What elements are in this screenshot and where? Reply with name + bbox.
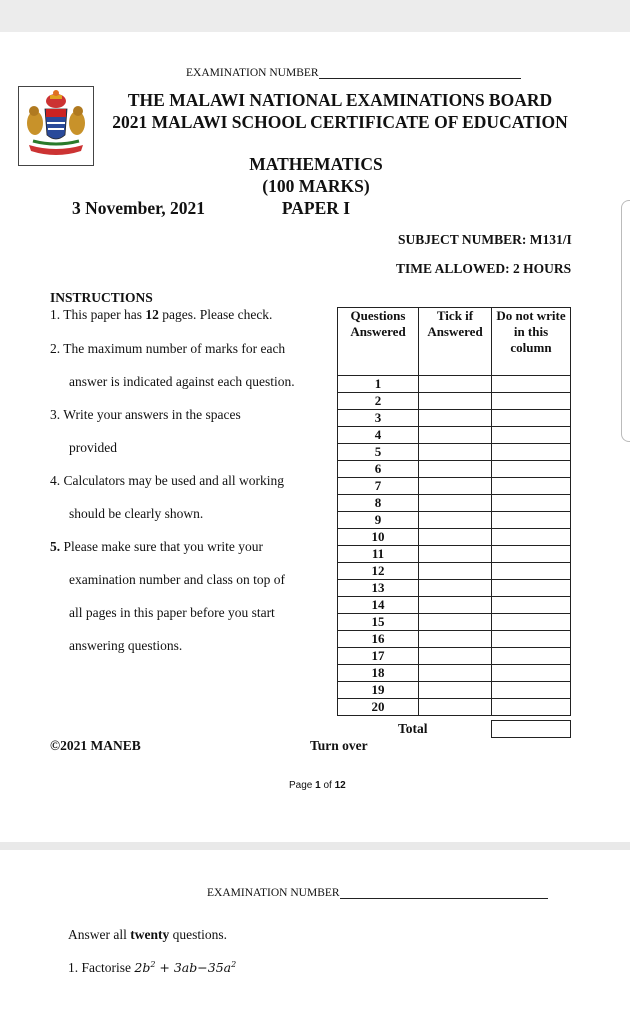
question-number: 15 <box>338 614 419 631</box>
scrollbar[interactable] <box>621 200 630 442</box>
tick-cell[interactable] <box>419 580 492 597</box>
instruction-5b: examination number and class on top of <box>69 572 285 587</box>
question-number: 11 <box>338 546 419 563</box>
page-current: 1 <box>315 780 321 791</box>
question-number: 4 <box>338 427 419 444</box>
answer-pre: Answer all <box>68 927 131 942</box>
question-number: 18 <box>338 665 419 682</box>
table-row <box>338 393 571 410</box>
table-row <box>338 444 571 461</box>
table-row <box>338 597 571 614</box>
page-2 <box>0 850 630 1024</box>
question-number: 8 <box>338 495 419 512</box>
question-1 <box>68 960 236 976</box>
examiner-cell <box>492 427 571 444</box>
marks-label: (100 MARKS) <box>262 176 370 196</box>
tick-cell[interactable] <box>419 665 492 682</box>
examiner-cell <box>492 648 571 665</box>
tick-cell[interactable] <box>419 614 492 631</box>
col-do-not-write: Do not write in this column <box>492 308 571 376</box>
question-number: 2 <box>338 393 419 410</box>
table-row <box>338 631 571 648</box>
col-questions-answered: Questions Answered <box>338 308 419 376</box>
tick-cell[interactable] <box>419 699 492 716</box>
tick-cell[interactable] <box>419 478 492 495</box>
table-row <box>338 682 571 699</box>
table-row <box>338 648 571 665</box>
question-number: 5 <box>338 444 419 461</box>
question-number: 12 <box>338 563 419 580</box>
question-number: 6 <box>338 461 419 478</box>
tick-cell[interactable] <box>419 631 492 648</box>
examiner-cell <box>492 665 571 682</box>
instruction-5d: answering questions. <box>69 638 183 653</box>
subject-title: MATHEMATICS <box>249 154 383 174</box>
question-number: 9 <box>338 512 419 529</box>
table-row <box>338 580 571 597</box>
instructions-heading: INSTRUCTIONS <box>50 290 153 305</box>
exam-number-field <box>186 67 521 79</box>
instruction-3a: 3. Write your answers in the spaces <box>50 407 241 422</box>
examiner-cell <box>492 682 571 699</box>
examiner-cell <box>492 393 571 410</box>
examiner-cell <box>492 478 571 495</box>
table-row <box>338 546 571 563</box>
question-number: 20 <box>338 699 419 716</box>
subject-number: SUBJECT NUMBER: M131/I <box>398 232 572 247</box>
tick-cell[interactable] <box>419 444 492 461</box>
instruction-3b: provided <box>69 440 117 455</box>
examiner-cell <box>492 529 571 546</box>
tick-cell[interactable] <box>419 597 492 614</box>
turn-over: Turn over <box>310 738 368 753</box>
question-number: 19 <box>338 682 419 699</box>
table-row <box>338 614 571 631</box>
previous-page-edge <box>0 0 630 32</box>
tick-cell[interactable] <box>419 546 492 563</box>
answer-tracking-table <box>337 307 571 716</box>
exam-number-field-2 <box>207 887 548 899</box>
total-label: Total <box>398 721 428 736</box>
instruction-5-number: 5. <box>50 539 61 554</box>
coat-of-arms-logo <box>18 86 94 166</box>
table-row <box>338 699 571 716</box>
examiner-cell <box>492 580 571 597</box>
examiner-cell <box>492 512 571 529</box>
instruction-4b: should be clearly shown. <box>69 506 204 521</box>
table-row <box>338 665 571 682</box>
instruction-1 <box>50 307 272 323</box>
tick-cell[interactable] <box>419 427 492 444</box>
instruction-1-text-end: pages. Please check. <box>158 307 273 322</box>
table-row <box>338 461 571 478</box>
examiner-cell <box>492 699 571 716</box>
question-number: 14 <box>338 597 419 614</box>
tick-cell[interactable] <box>419 682 492 699</box>
examiner-cell <box>492 563 571 580</box>
examiner-cell <box>492 631 571 648</box>
paper-label: PAPER I <box>281 198 351 218</box>
question-number: 17 <box>338 648 419 665</box>
page-label: Page <box>289 780 316 791</box>
exam-number-label-2: EXAMINATION NUMBER <box>207 887 340 899</box>
copyright: ©2021 MANEB <box>50 738 141 753</box>
question-1-label: 1. Factorise <box>68 960 135 976</box>
tick-cell[interactable] <box>419 376 492 393</box>
exam-date: 3 November, 2021 <box>72 198 206 218</box>
page-of: of <box>320 780 335 791</box>
question-number: 13 <box>338 580 419 597</box>
tick-cell[interactable] <box>419 393 492 410</box>
instruction-2b: answer is indicated against each question. <box>69 374 295 389</box>
table-row <box>338 495 571 512</box>
examiner-cell <box>492 461 571 478</box>
instruction-5a-text: Please make sure that you write your <box>60 539 263 554</box>
question-number: 3 <box>338 410 419 427</box>
question-number: 1 <box>338 376 419 393</box>
question-1-expression: $2b^2 + 3ab-35a^2$ <box>134 960 237 976</box>
table-row <box>338 376 571 393</box>
examiner-cell <box>492 597 571 614</box>
tick-cell[interactable] <box>419 461 492 478</box>
exam-number-line-2 <box>340 898 548 899</box>
table-row <box>338 563 571 580</box>
tick-cell[interactable] <box>419 648 492 665</box>
table-row <box>338 512 571 529</box>
board-title: THE MALAWI NATIONAL EXAMINATIONS BOARD <box>127 90 553 110</box>
answer-post: questions. <box>169 927 227 942</box>
table-row <box>338 478 571 495</box>
table-row <box>338 427 571 444</box>
examiner-cell <box>492 614 571 631</box>
page-total: 12 <box>334 780 346 791</box>
total-box <box>491 720 571 738</box>
instruction-2a: 2. The maximum number of marks for each <box>50 341 286 356</box>
page-number <box>289 780 346 791</box>
time-allowed: TIME ALLOWED: 2 HOURS <box>396 261 572 276</box>
table-row <box>338 410 571 427</box>
tick-cell[interactable] <box>419 495 492 512</box>
question-number: 7 <box>338 478 419 495</box>
page-1 <box>0 32 630 842</box>
examiner-cell <box>492 495 571 512</box>
tick-cell[interactable] <box>419 563 492 580</box>
instruction-5c: all pages in this paper before you start <box>69 605 275 620</box>
tick-cell[interactable] <box>419 512 492 529</box>
table-row <box>338 529 571 546</box>
exam-number-label: EXAMINATION NUMBER <box>186 67 319 79</box>
tick-cell[interactable] <box>419 529 492 546</box>
examiner-cell <box>492 410 571 427</box>
examiner-cell <box>492 444 571 461</box>
exam-number-line <box>319 78 521 79</box>
instruction-5a <box>50 539 263 555</box>
answer-bold: twenty <box>130 927 170 942</box>
certificate-title: 2021 MALAWI SCHOOL CERTIFICATE OF EDUCATION <box>112 112 568 132</box>
question-number: 16 <box>338 631 419 648</box>
question-number: 10 <box>338 529 419 546</box>
answer-instruction <box>68 927 227 943</box>
instruction-1-text: 1. This paper has <box>50 307 146 322</box>
page-count: 12 <box>145 307 159 322</box>
tick-cell[interactable] <box>419 410 492 427</box>
col-tick-if-answered: Tick if Answered <box>419 308 492 376</box>
instruction-4a: 4. Calculators may be used and all working <box>50 473 284 488</box>
examiner-cell <box>492 376 571 393</box>
examiner-cell <box>492 546 571 563</box>
